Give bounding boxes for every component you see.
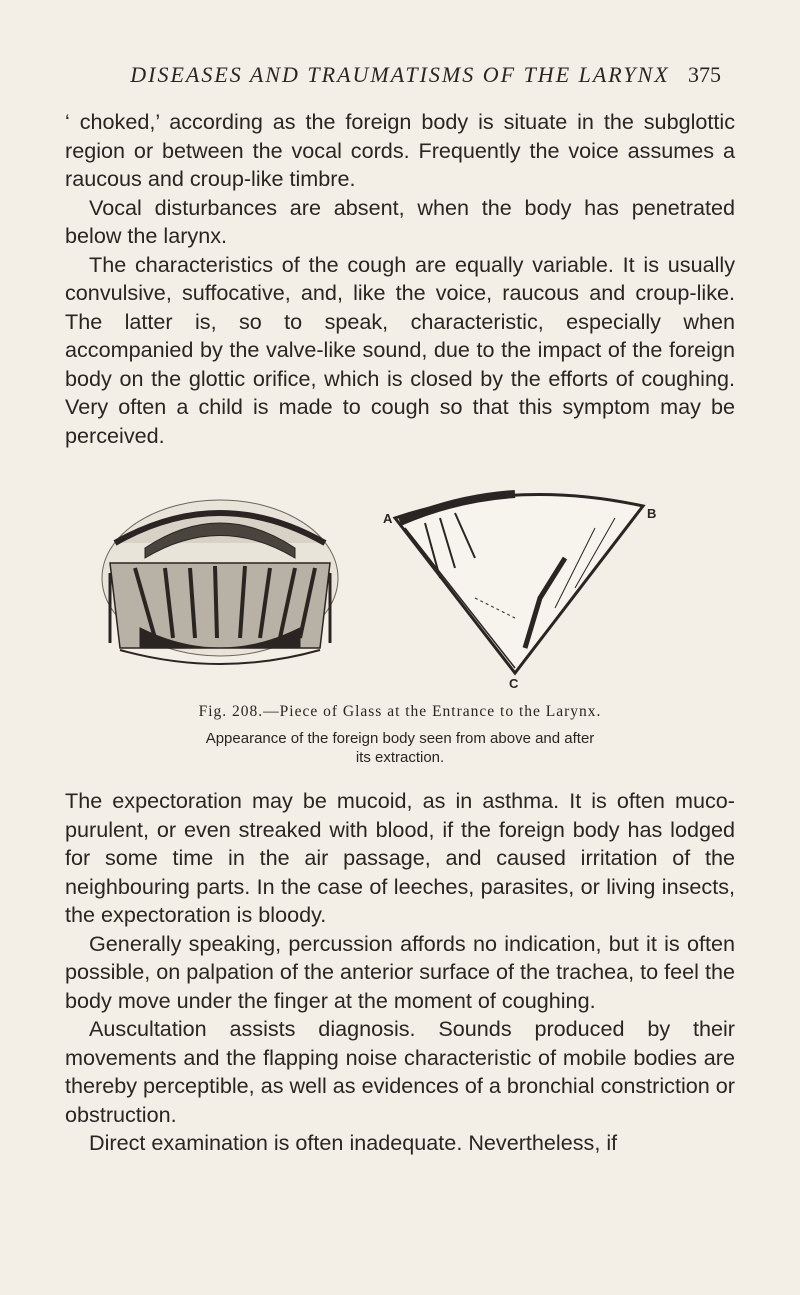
paragraph: Generally speaking, percussion affords no indication, but it is often possible, on palpation of the anterior surface of the trachea, to feel the body move under the finger at the moment of coughing. [65, 930, 735, 1013]
body-text-top [65, 108, 735, 450]
paragraph: Vocal disturbances are absent, when the body has penetrated below the larynx. [65, 194, 735, 248]
caption-line: its extraction. [355, 749, 445, 766]
body-text-bottom [65, 787, 735, 1158]
paragraph: The characteristics of the cough are equally variable. It is usually convulsive, suffocative, and, like the voice, raucous and croup-like. The latter is, so to speak, characteristic, especially when accompanied by the valve-like sound, due to the impact of the foreign body on the glottic orifice, which is closed by the efforts of coughing. Very often a child is made to cough so that this symptom may be perceived. [65, 251, 735, 448]
running-title: DISEASES AND TRAUMATISMS OF THE LARYNX [130, 62, 670, 87]
larynx-view [102, 500, 338, 664]
paragraph: The expectoration may be mucoid, as in asthma. It is often muco-purulent, or even streaked with blood, if the foreign body has lodged for some time in the air passage, and caused irritation of the neighbouring parts. In the case of leeches, parasites, or living insects, the expectoration is bloody. [65, 788, 735, 927]
paragraph: ‘ choked,’ according as the foreign body is situate in the subglottic region or between the vocal cords. Frequently the voice assumes a raucous and croup-like timbre. [65, 109, 735, 191]
page-number: 375 [688, 62, 721, 87]
figure-caption [0, 729, 800, 767]
paragraph: Auscultation assists diagnosis. Sounds produced by their movements and the flapping noise characteristic of mobile bodies are thereby perceptible, as well as evidences of a bronchial constriction or obstruction. [65, 1016, 735, 1127]
label-c: C [509, 676, 519, 688]
label-b: B [647, 506, 657, 521]
glass-piece [395, 494, 643, 673]
figure-208 [95, 478, 715, 688]
paragraph: Direct examination is often inadequate. Nevertheless, if [89, 1130, 618, 1155]
figure-illustration [95, 478, 715, 688]
caption-line: Appearance of the foreign body seen from above and after [205, 730, 595, 747]
label-a: A [383, 511, 393, 526]
running-header [0, 62, 800, 88]
figure-caption-title: Fig. 208.—Piece of Glass at the Entrance to the Larynx. [198, 703, 602, 720]
